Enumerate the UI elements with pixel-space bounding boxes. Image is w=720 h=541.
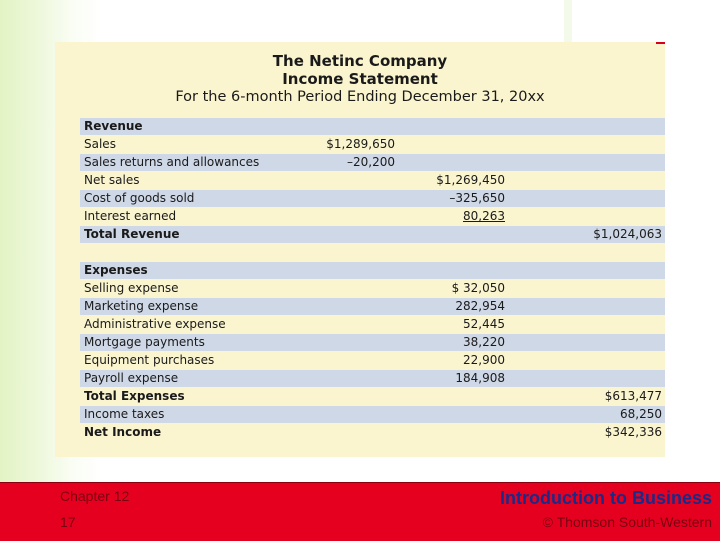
table-row (80, 226, 665, 243)
row-label: Income taxes (84, 407, 165, 421)
statement-period: For the 6-month Period Ending December 31, 20xx (175, 89, 545, 105)
row-label: Total Revenue (84, 227, 180, 241)
row-label: Sales (84, 137, 116, 151)
row-amount-c2: 80,263 (463, 209, 505, 223)
table-row (80, 280, 665, 297)
row-label: Marketing expense (84, 299, 199, 313)
row-label: Administrative expense (84, 317, 226, 331)
table-row (80, 136, 665, 153)
row-amount-c2: 184,908 (455, 371, 505, 385)
row-amount-c2: 52,445 (463, 317, 505, 331)
table-row (80, 316, 665, 333)
footer-chapter: Chapter 12 (60, 488, 130, 504)
row-amount-c1: –20,200 (347, 155, 395, 169)
row-amount-c2: 22,900 (463, 353, 505, 367)
row-amount-c3: 68,250 (620, 407, 662, 421)
table-row (80, 172, 665, 189)
table-row (80, 334, 665, 351)
row-amount-c3: $613,477 (604, 389, 662, 403)
table-row (80, 262, 665, 279)
table-row (80, 298, 665, 315)
row-label: Revenue (84, 119, 143, 133)
row-label: Cost of goods sold (84, 191, 195, 205)
row-label: Payroll expense (84, 371, 179, 385)
table-row (80, 406, 665, 423)
statement-title: Income Statement (282, 70, 438, 88)
row-amount-c2: 282,954 (455, 299, 505, 313)
row-amount-c3: $1,024,063 (593, 227, 662, 241)
table-row (80, 388, 665, 405)
row-label: Total Expenses (84, 389, 185, 403)
row-label: Interest earned (84, 209, 177, 223)
table-row (80, 424, 665, 441)
row-label: Equipment purchases (84, 353, 215, 367)
footer-page-number: 17 (60, 514, 76, 530)
row-label: Mortgage payments (84, 335, 205, 349)
table-row (80, 244, 665, 261)
row-label: Net Income (84, 425, 162, 439)
row-label: Expenses (84, 263, 148, 277)
table-row (80, 190, 665, 207)
table-row (80, 208, 665, 225)
table-row (80, 352, 665, 369)
row-amount-c3: $342,336 (604, 425, 662, 439)
row-amount-c2: $1,269,450 (436, 173, 505, 187)
table-row (80, 118, 665, 135)
footer-course-title: Introduction to Business (499, 488, 712, 508)
row-amount-c1: $1,289,650 (326, 137, 395, 151)
company-name: The Netinc Company (272, 52, 448, 70)
row-amount-c2: $ 32,050 (451, 281, 505, 295)
table-row (80, 370, 665, 387)
table-row (80, 154, 665, 171)
row-label: Sales returns and allowances (84, 155, 260, 169)
red-accent-mark (656, 42, 665, 44)
row-amount-c2: 38,220 (463, 335, 505, 349)
row-label: Net sales (84, 173, 140, 187)
footer-copyright: © Thomson South-Western (542, 514, 712, 530)
row-label: Selling expense (84, 281, 179, 295)
row-amount-c2: –325,650 (449, 191, 505, 205)
income-statement-figure (55, 42, 665, 457)
